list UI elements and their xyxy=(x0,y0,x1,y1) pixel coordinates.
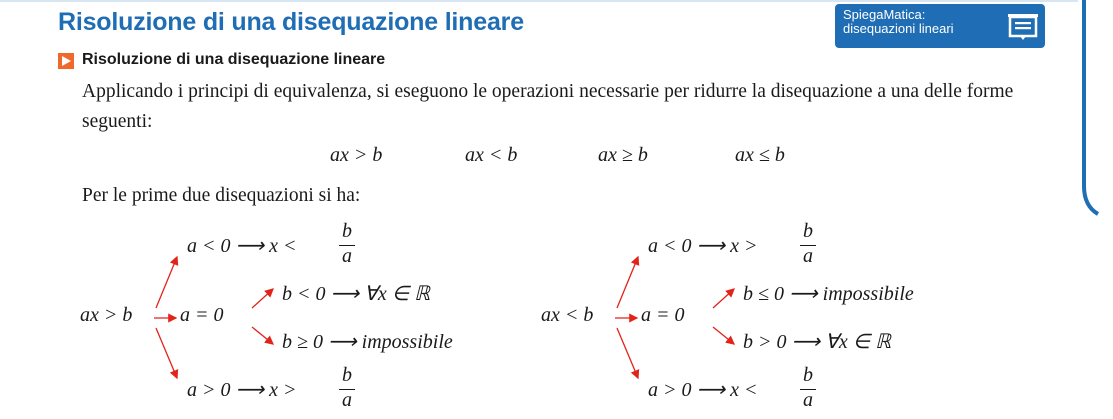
form-4: ax ≤ b xyxy=(735,144,785,166)
arrow-left-up xyxy=(156,257,177,308)
left-bottom-denominator: a xyxy=(342,389,352,411)
left-middle-up: b < 0 ⟶ ∀x ∈ ℝ xyxy=(282,283,430,305)
form-1: ax > b xyxy=(330,144,383,166)
badge-line-1: SpiegaMatica: xyxy=(843,7,926,22)
right-top-numerator: b xyxy=(803,220,813,242)
page-title: Risoluzione di una disequazione lineare xyxy=(58,8,524,36)
arrow-left-mid-up xyxy=(252,289,273,308)
arrow-right-mid-up xyxy=(713,289,734,308)
left-top-denominator: a xyxy=(342,245,352,267)
arrow-left-down xyxy=(156,328,177,378)
right-bottom-branch: a > 0 ⟶ x < xyxy=(648,379,758,401)
right-root: ax < b xyxy=(541,304,594,326)
arrow-right-mid-down xyxy=(713,327,734,344)
right-top-denominator: a xyxy=(803,245,813,267)
scheme-intro: Per le prime due disequazioni si ha: xyxy=(82,185,361,206)
left-top-numerator: b xyxy=(342,220,352,242)
right-middle: a = 0 xyxy=(641,304,685,326)
right-middle-up: b ≤ 0 ⟶ impossibile xyxy=(743,283,914,305)
badge-line-2: disequazioni lineari xyxy=(843,21,954,36)
right-bottom-denominator: a xyxy=(803,389,813,411)
intro-paragraph: Applicando i principi di equivalenza, si eseguono le operazioni necessarie per ridurre la disequazione a una delle forme seguenti: xyxy=(82,81,1014,132)
right-top-branch: a < 0 ⟶ x > xyxy=(648,235,758,257)
arrow-right-up xyxy=(617,257,638,308)
left-root: ax > b xyxy=(80,304,133,326)
right-middle-down: b > 0 ⟶ ∀x ∈ ℝ xyxy=(743,331,891,353)
left-middle-down: b ≥ 0 ⟶ impossibile xyxy=(282,331,453,353)
form-3: ax ≥ b xyxy=(598,144,648,166)
left-middle: a = 0 xyxy=(180,304,224,326)
left-bottom-numerator: b xyxy=(342,364,352,386)
arrow-left-mid-down xyxy=(252,327,273,344)
section-heading: Risoluzione di una disequazione lineare xyxy=(82,51,386,68)
arrow-right-down xyxy=(617,328,638,378)
form-2: ax < b xyxy=(465,144,518,166)
right-bottom-numerator: b xyxy=(803,364,813,386)
left-top-branch: a < 0 ⟶ x < xyxy=(187,235,297,257)
left-bottom-branch: a > 0 ⟶ x > xyxy=(187,379,297,401)
